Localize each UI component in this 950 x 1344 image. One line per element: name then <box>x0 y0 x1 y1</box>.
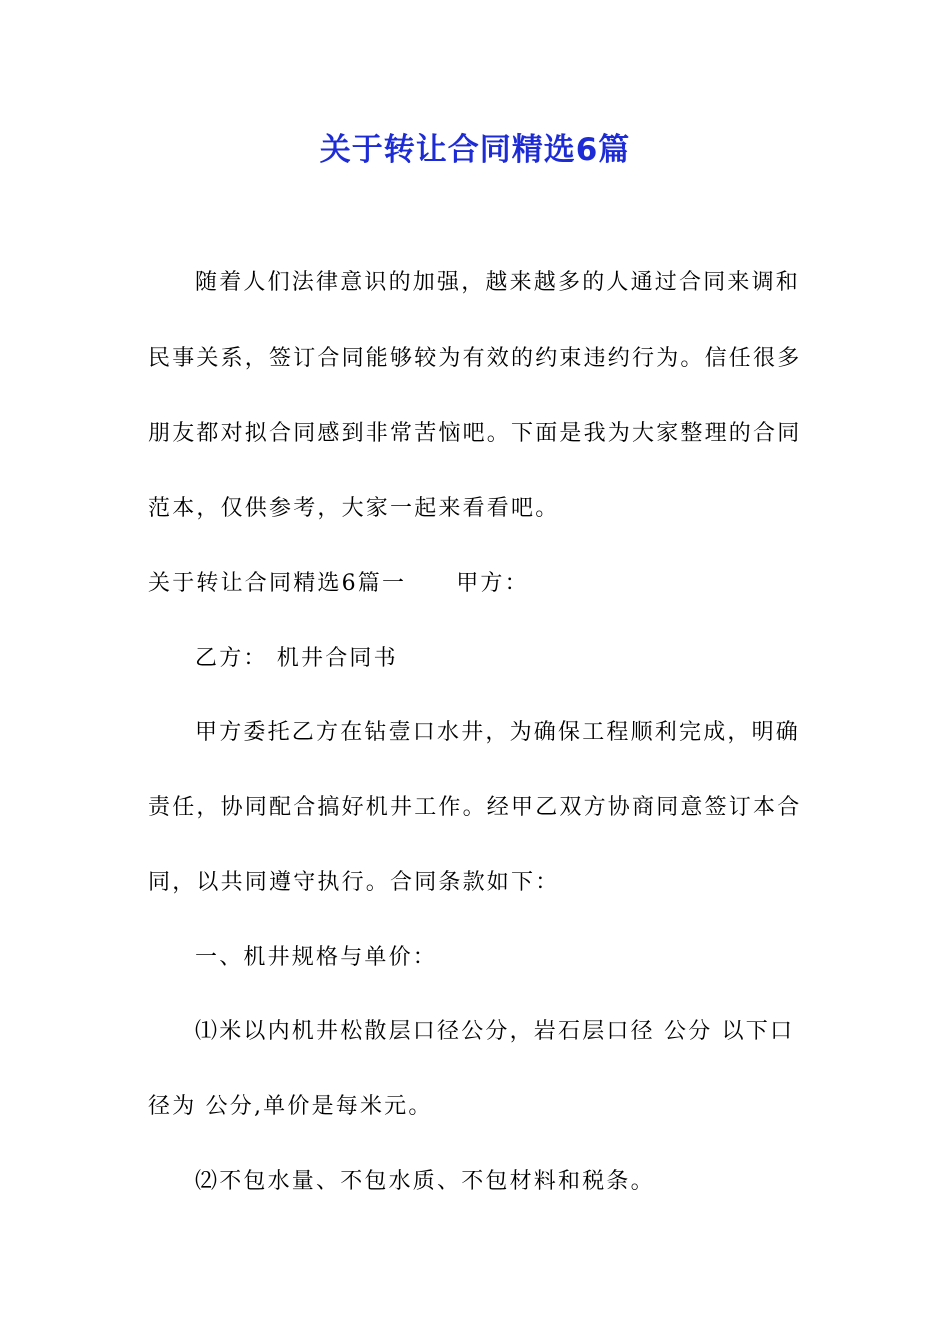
paragraph-line: 甲方委托乙方在钻壹口水井，为确保工程顺利完成，明确 <box>195 720 801 745</box>
paragraph-line: 同，以共同遵守执行。合同条款如下： <box>148 870 560 895</box>
clause-item: ⑵不包水量、不包水质、不包材料和税条。 <box>195 1169 655 1194</box>
paragraph-line: 朋友都对拟合同感到非常苦恼吧。下面是我为大家整理的合同 <box>148 421 802 446</box>
party-a-label: 甲方： <box>456 571 529 596</box>
clause-item: ⑴米以内机井松散层口径公分，岩石层口径 公分 以下口 <box>195 1019 795 1044</box>
paragraph-line: 随着人们法律意识的加强，越来越多的人通过合同来调和 <box>195 270 801 295</box>
section-heading: 关于转让合同精选6篇一 <box>148 571 407 596</box>
clause-item-continued: 径为 公分,单价是每米元。 <box>148 1094 433 1119</box>
paragraph-line: 民事关系，签订合同能够较为有效的约束违约行为。信任很多 <box>148 346 802 371</box>
clause-heading: 一、机井规格与单价： <box>195 945 438 970</box>
document-title: 关于转让合同精选6篇 <box>319 132 631 168</box>
section-heading-line <box>148 569 808 599</box>
paragraph-line: 范本，仅供参考，大家一起来看看吧。 <box>148 496 560 521</box>
paragraph-line: 责任，协同配合搞好机井工作。经甲乙双方协商同意签订本合 <box>148 795 802 820</box>
party-b-line: 乙方： 机井合同书 <box>195 646 398 671</box>
